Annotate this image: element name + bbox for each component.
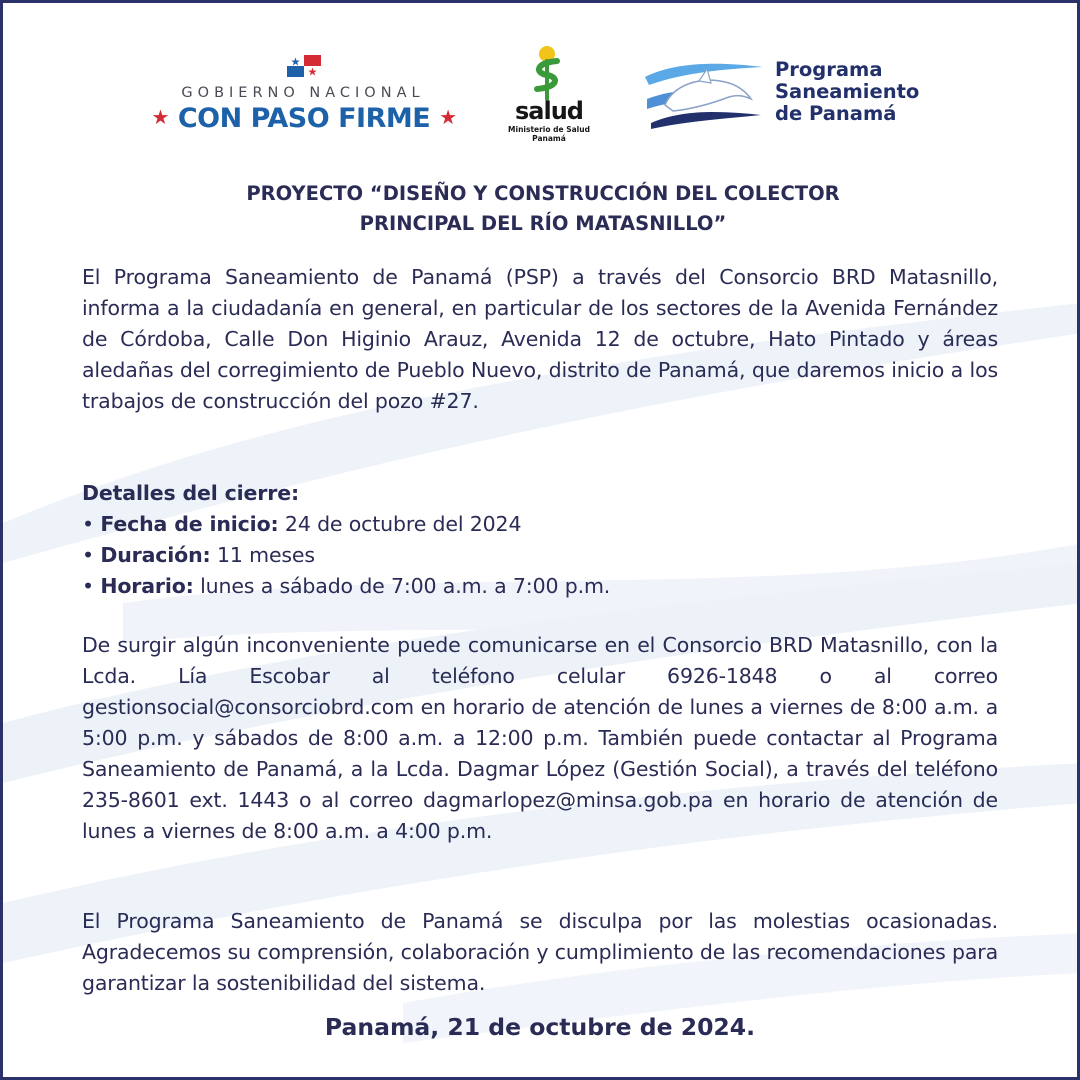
programa-saneamiento-logo (643, 55, 953, 135)
psp-line: de Panamá (775, 102, 897, 125)
psp-dolphin-wave-icon (643, 59, 765, 129)
ministerio-salud-logo (503, 45, 595, 145)
detail-value: lunes a sábado de 7:00 a.m. a 7:00 p.m. (200, 574, 611, 598)
bullet: • (82, 574, 94, 598)
gobierno-nacional-logo (151, 53, 457, 143)
detail-item (82, 540, 998, 571)
bullet: • (82, 543, 94, 567)
star-icon: ★ (151, 105, 169, 129)
detail-label: Duración: (100, 543, 211, 567)
detail-item (82, 509, 998, 540)
star-icon: ★ (439, 105, 457, 129)
panama-flag-icon (287, 55, 321, 77)
contact-paragraph: De surgir algún inconveniente puede comunicarse en el Consorcio BRD Matasnillo, con la Lcda. Lía Escobar al teléfono celular 6926-1848 o al correo gestionsocial@consorciobrd.com en horario de atención de lunes a viernes de 8:00 a.m. a 5:00 p.m. y sábados de 8:00 a.m. a 12:00 p.m. También puede contactar al Programa Saneamiento de Panamá, a la Lcda. Dagmar López (Gestión Social), a través del teléfono 235-8601 ext. 1443 o al correo dagmarlopez@minsa.gob.pa en horario de atención de lunes a viernes de 8:00 a.m. a 4:00 p.m. (82, 633, 998, 843)
gobierno-nacional-text: GOBIERNO NACIONAL (181, 85, 425, 101)
con-paso-firme-text (151, 103, 457, 134)
apology-paragraph: El Programa Saneamiento de Panamá se disculpa por las molestias ocasionadas. Agradecemos su comprensión, colaboración y cumplimiento de las recomendaciones para garantizar la sostenibilidad del sistema. (82, 909, 998, 995)
psp-line: Saneamiento (775, 80, 920, 103)
con-paso-firme-label: CON PASO FIRME (177, 103, 431, 134)
salud-subtitle: Ministerio de Salud (508, 125, 590, 134)
programa-saneamiento-wordmark (775, 59, 955, 125)
detail-value: 11 meses (216, 543, 315, 567)
project-title (103, 179, 983, 239)
detail-label: Horario: (100, 574, 194, 598)
detail-item (82, 571, 998, 602)
bullet: • (82, 512, 94, 536)
date-signature: Panamá, 21 de octubre de 2024. (324, 1013, 756, 1041)
psp-line: Programa (775, 58, 883, 81)
detail-label: Fecha de inicio: (100, 512, 279, 536)
salud-wordmark: salud (515, 97, 583, 125)
salud-country: Panamá (532, 134, 566, 143)
detail-value: 24 de octubre del 2024 (284, 512, 522, 536)
details-heading: Detalles del cierre: (82, 481, 299, 505)
closure-details (82, 478, 998, 602)
intro-paragraph: El Programa Saneamiento de Panamá (PSP) a través del Consorcio BRD Matasnillo, informa a la ciudadanía en general, en particular de los sectores de la Avenida Fernández de Córdoba, Calle Don Higinio Arauz, Avenida 12 de octubre, Hato Pintado y áreas aledañas del corregimiento de Pueblo Nuevo, distrito de Panamá, que daremos inicio a los trabajos de construcción del pozo #27. (82, 265, 998, 413)
project-title-line: PRINCIPAL DEL RÍO MATASNILLO” (359, 212, 727, 235)
project-title-line: PROYECTO “DISEÑO Y CONSTRUCCIÓN DEL COLECTOR (246, 182, 840, 205)
salud-serpent-icon (527, 45, 567, 103)
